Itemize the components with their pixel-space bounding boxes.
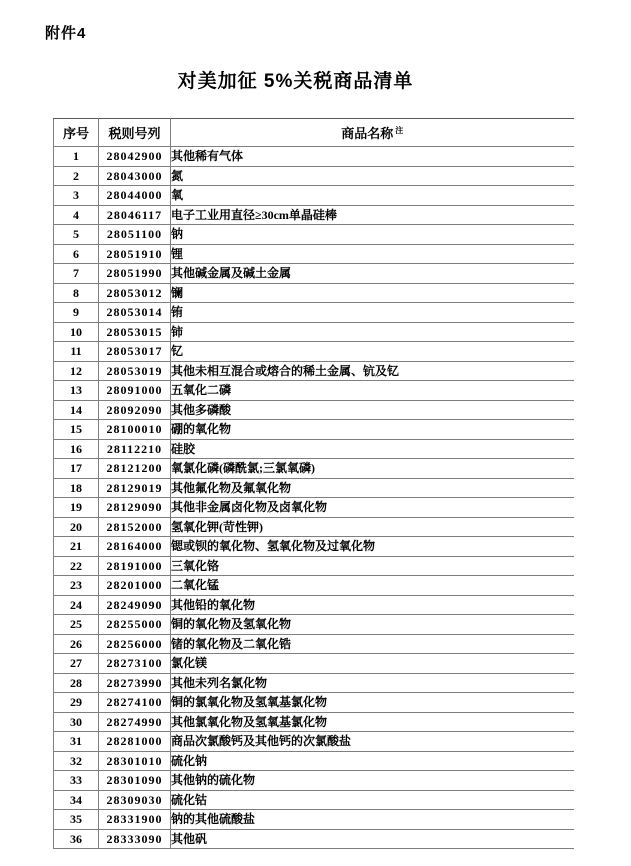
table-row [54,478,574,498]
product-name-cell: 其他未相互混合或熔合的稀土金属、钪及钇 [171,361,574,381]
tariff-goods-table [53,118,574,849]
table-row [54,283,574,303]
product-name-cell: 五氧化二磷 [171,381,574,401]
table-row [54,244,574,264]
tariff-code-cell: 28274990 [99,712,171,732]
row-index-cell: 27 [54,654,99,674]
row-index-cell: 14 [54,400,99,420]
tariff-code-cell: 28053015 [99,322,171,342]
row-index-cell: 35 [54,810,99,830]
table-row [54,790,574,810]
tariff-code-cell: 28152000 [99,517,171,537]
product-name-cell: 其他氟化物及氟氧化物 [171,478,574,498]
row-index-cell: 29 [54,693,99,713]
table-row [54,420,574,440]
tariff-code-cell: 28309030 [99,790,171,810]
table-row [54,537,574,557]
row-index-cell: 8 [54,283,99,303]
table-row [54,459,574,479]
row-index-cell: 21 [54,537,99,557]
product-name-cell: 氧氯化磷(磷酰氯;三氯氧磷) [171,459,574,479]
row-index-cell: 28 [54,673,99,693]
product-name-cell: 其他未列名氯化物 [171,673,574,693]
row-index-cell: 24 [54,595,99,615]
table-row [54,342,574,362]
tariff-code-cell: 28091000 [99,381,171,401]
tariff-code-cell: 28053019 [99,361,171,381]
product-name-cell: 铈 [171,322,574,342]
tariff-code-cell: 28044000 [99,186,171,206]
table-row [54,439,574,459]
product-name-cell: 电子工业用直径≥30cm单晶硅棒 [171,205,574,225]
table-row [54,829,574,849]
product-name-cell: 三氧化铬 [171,556,574,576]
product-name-cell: 氢氧化钾(苛性钾) [171,517,574,537]
row-index-cell: 4 [54,205,99,225]
tariff-code-cell: 28255000 [99,615,171,635]
row-index-cell: 16 [54,439,99,459]
row-index-cell: 7 [54,264,99,284]
row-index-cell: 3 [54,186,99,206]
product-name-cell: 硫化钠 [171,751,574,771]
table-row [54,810,574,830]
row-index-cell: 26 [54,634,99,654]
tariff-code-cell: 28333090 [99,829,171,849]
tariff-code-cell: 28201000 [99,576,171,596]
row-index-cell: 36 [54,829,99,849]
tariff-code-cell: 28053014 [99,303,171,323]
table-header [54,119,574,147]
product-name-cell: 氧 [171,186,574,206]
table-row [54,361,574,381]
header-row [54,119,574,147]
product-name-cell: 氮 [171,166,574,186]
row-index-cell: 13 [54,381,99,401]
product-name-cell: 铜的氯氧化物及氢氧基氯化物 [171,693,574,713]
tariff-code-cell: 28053017 [99,342,171,362]
product-name-cell: 二氧化锰 [171,576,574,596]
table-row [54,166,574,186]
table-row [54,205,574,225]
tariff-code-cell: 28256000 [99,634,171,654]
tariff-code-cell: 28129090 [99,498,171,518]
col-header-tariff-code: 税则号列 [99,119,171,147]
attachment-label: 附件4 [45,25,87,42]
row-index-cell: 15 [54,420,99,440]
tariff-code-cell: 28331900 [99,810,171,830]
product-name-cell: 其他稀有气体 [171,147,574,167]
product-name-cell: 其他铅的氧化物 [171,595,574,615]
table-row [54,654,574,674]
row-index-cell: 34 [54,790,99,810]
product-name-cell: 铕 [171,303,574,323]
tariff-code-cell: 28273100 [99,654,171,674]
row-index-cell: 32 [54,751,99,771]
page-title: 对美加征 5%关税商品清单 [177,71,414,92]
tariff-code-cell: 28301090 [99,771,171,791]
table-row [54,673,574,693]
tariff-code-cell: 28100010 [99,420,171,440]
row-index-cell: 23 [54,576,99,596]
tariff-code-cell: 28051990 [99,264,171,284]
tariff-code-cell: 28042900 [99,147,171,167]
row-index-cell: 11 [54,342,99,362]
tariff-code-cell: 28274100 [99,693,171,713]
product-name-cell: 硼的氧化物 [171,420,574,440]
table-body [54,147,574,849]
table-row [54,381,574,401]
tariff-code-cell: 28051100 [99,225,171,245]
table-row [54,634,574,654]
table-row [54,595,574,615]
product-name-cell: 其他非金属卤化物及卤氧化物 [171,498,574,518]
tariff-code-cell: 28051910 [99,244,171,264]
table-row [54,498,574,518]
row-index-cell: 33 [54,771,99,791]
table-row [54,264,574,284]
product-name-cell: 锗的氧化物及二氧化锆 [171,634,574,654]
product-name-cell: 其他多磷酸 [171,400,574,420]
row-index-cell: 19 [54,498,99,518]
product-name-cell: 锂 [171,244,574,264]
table-row [54,732,574,752]
row-index-cell: 10 [54,322,99,342]
table-row [54,147,574,167]
product-name-cell: 氯化镁 [171,654,574,674]
table-row [54,712,574,732]
tariff-code-cell: 28112210 [99,439,171,459]
row-index-cell: 1 [54,147,99,167]
table-row [54,771,574,791]
tariff-code-cell: 28121200 [99,459,171,479]
row-index-cell: 5 [54,225,99,245]
product-name-cell: 钠 [171,225,574,245]
col-header-product-name [171,119,574,147]
product-name-cell: 钠的其他硫酸盐 [171,810,574,830]
product-name-header-text: 商品名称 [341,126,394,141]
table-row [54,322,574,342]
table-row [54,693,574,713]
tariff-code-cell: 28273990 [99,673,171,693]
table-row [54,225,574,245]
table-row [54,615,574,635]
row-index-cell: 2 [54,166,99,186]
row-index-cell: 17 [54,459,99,479]
table-row [54,186,574,206]
product-name-cell: 其他氯氧化物及氢氧基氯化物 [171,712,574,732]
product-name-cell: 锶或钡的氧化物、氢氧化物及过氧化物 [171,537,574,557]
table-row [54,517,574,537]
tariff-code-cell: 28092090 [99,400,171,420]
table-row [54,556,574,576]
product-name-cell: 镧 [171,283,574,303]
col-header-index: 序号 [54,119,99,147]
product-name-cell: 其他钠的硫化物 [171,771,574,791]
row-index-cell: 25 [54,615,99,635]
row-index-cell: 30 [54,712,99,732]
tariff-code-cell: 28043000 [99,166,171,186]
product-name-cell: 硅胶 [171,439,574,459]
tariff-code-cell: 28046117 [99,205,171,225]
product-name-cell: 其他碱金属及碱土金属 [171,264,574,284]
row-index-cell: 6 [54,244,99,264]
product-name-cell: 硫化钴 [171,790,574,810]
tariff-code-cell: 28164000 [99,537,171,557]
note-superscript: 注 [395,125,404,135]
table-row [54,751,574,771]
product-name-cell: 铜的氧化物及氢氧化物 [171,615,574,635]
table-row [54,303,574,323]
row-index-cell: 31 [54,732,99,752]
row-index-cell: 12 [54,361,99,381]
tariff-code-cell: 28191000 [99,556,171,576]
tariff-code-cell: 28249090 [99,595,171,615]
tariff-code-cell: 28281000 [99,732,171,752]
table-row [54,576,574,596]
tariff-code-cell: 28053012 [99,283,171,303]
row-index-cell: 18 [54,478,99,498]
table-row [54,400,574,420]
product-name-cell: 钇 [171,342,574,362]
product-name-cell: 商品次氯酸钙及其他钙的次氯酸盐 [171,732,574,752]
row-index-cell: 9 [54,303,99,323]
tariff-code-cell: 28129019 [99,478,171,498]
tariff-code-cell: 28301010 [99,751,171,771]
row-index-cell: 20 [54,517,99,537]
product-name-cell: 其他矾 [171,829,574,849]
row-index-cell: 22 [54,556,99,576]
